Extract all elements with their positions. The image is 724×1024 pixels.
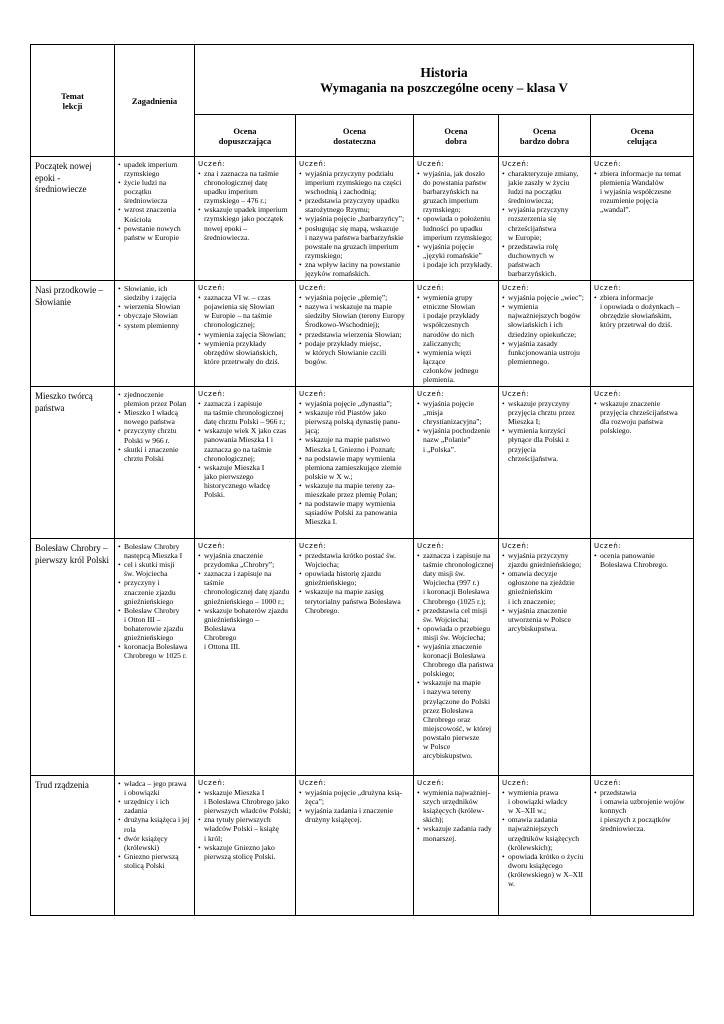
student-label: Uczeń: (198, 779, 226, 788)
lesson-topic: Nasi przodkowie – Słowianie (31, 281, 115, 387)
list-item: • wyjaśnia zadania i znaczenie drużyny książęcej. (299, 806, 410, 824)
grade-requirements (195, 281, 296, 387)
requirements-list (198, 169, 292, 242)
list-item: • wyjaśnia pojęcie „wiec”; (502, 293, 587, 302)
grade-requirements (296, 776, 414, 916)
requirements-list (299, 293, 410, 366)
issues-list (118, 160, 191, 242)
list-item: • wyjaśnia pochodzenie nazw „Polanie” i „Polska”. (417, 426, 495, 453)
lesson-topic: Trud rządzenia (31, 776, 115, 916)
grade-requirements (591, 281, 694, 387)
requirements-list (594, 788, 690, 833)
list-item: • urzędnicy i ich zadania (118, 797, 191, 815)
requirements-list (502, 788, 587, 888)
list-item: • przedstawia i omawia uzbrojenie wojów konnych i pieszych z początków średniowiecza. (594, 788, 690, 833)
requirements-list (198, 788, 292, 861)
requirements-list (594, 399, 690, 435)
requirements-list (299, 551, 410, 615)
list-item: • wskazuje Mieszka I jako pierwszego historycznego władcę Polski. (198, 463, 292, 499)
list-item: • zjednoczenie plemion przez Polan (118, 390, 191, 408)
list-item: • przedstawia cel misji św. Wojciecha; (417, 606, 495, 624)
header-grade-dostateczna: Ocena dostateczna (296, 115, 414, 157)
requirements-list (502, 551, 587, 633)
list-item: • omawia zadania najważniejszych urzędników książęcych (królewskich); (502, 815, 587, 851)
requirements-list (594, 169, 690, 214)
requirements-list (299, 788, 410, 824)
table-row (31, 539, 694, 776)
list-item: • wyjaśnia pojęcie „dynastia”; (299, 399, 410, 408)
student-label: Uczeń: (417, 390, 445, 399)
grade-requirements (499, 387, 591, 539)
requirements-list (198, 293, 292, 366)
list-item: • przedstawia rolę duchownych w państwach barbarzyńskich. (502, 242, 587, 278)
list-item: • zaznacza i zapisuje na taśmie chronologicznej datę zjazdu gnieźnieńskiego – 1000 r.; (198, 569, 292, 605)
grade-requirements (499, 157, 591, 281)
list-item: • przyczyny i znaczenie zjazdu gnieźnieńskiego (118, 578, 191, 605)
list-item: • dwór książęcy (królewski) (118, 834, 191, 852)
list-item: • Gniezno pierwszą stolicą Polski (118, 852, 191, 870)
lesson-issues (115, 776, 195, 916)
list-item: • wskazuje na mapie państwo Mieszka I, Gniezno i Poznań; (299, 435, 410, 453)
requirements-list (417, 169, 495, 269)
list-item: • wymienia najważniej- szych urzędników książęcych (królew- skich); (417, 788, 495, 824)
lesson-issues (115, 387, 195, 539)
list-item: • zna i zaznacza na taśmie chronologicznej datę upadku imperium rzymskiego – 476 r.; (198, 169, 292, 205)
lesson-issues (115, 281, 195, 387)
list-item: • wyjaśnia pojęcie „barbarzyńcy”; (299, 214, 410, 223)
list-item: • wyjaśnia znaczenie przydomka „Chrobry”; (198, 551, 292, 569)
grade-requirements (591, 539, 694, 776)
student-label: Uczeń: (594, 779, 622, 788)
requirements-list (198, 399, 292, 499)
requirements-list (594, 293, 690, 329)
issues-list (118, 779, 191, 870)
list-item: • na podstawie mapy wymienia sąsiadów Polski za panowania Mieszka I. (299, 499, 410, 526)
list-item: • wskazuje wiek X jako czas panowania Mieszka I i zaznacza go na taśmie chronologicznej; (198, 426, 292, 462)
grade-requirements (499, 776, 591, 916)
list-item: • wyjaśnia zasady funkcjonowania ustroju plemiennego. (502, 339, 587, 366)
list-item: • wyjaśnia pojęcie „języki romańskie” i podaje ich przykłady. (417, 242, 495, 269)
student-label: Uczeń: (198, 390, 226, 399)
list-item: • zna tytuły pierwszych władców Polski – książę i król; (198, 815, 292, 842)
list-item: • zaznacza VI w. – czas pojawienia się Słowian w Europie – na taśmie chronologicznej; (198, 293, 292, 329)
student-label: Uczeń: (594, 160, 622, 168)
list-item: • nazywa i wskazuje na mapie siedziby Słowian (tereny Europy Środkowo-Wschodniej); (299, 302, 410, 329)
list-item: • podaje przykłady miejsc, w których Słowianie czcili bogów. (299, 339, 410, 366)
requirements-list (299, 169, 410, 278)
list-item: • wymienia więzi łączące członków jednego plemienia. (417, 348, 495, 384)
list-item: • wymienia prawa i obowiązki władcy w X–XII w.; (502, 788, 587, 815)
requirements-list (198, 551, 292, 651)
student-label: Uczeń: (417, 779, 445, 788)
list-item: • wymienia przykłady obrzędów słowiańskich, które przetrwały do dziś. (198, 339, 292, 366)
list-item: • wskazuje znaczenie przyjęcia chrześcijaństwa dla rozwoju państwa polskiego. (594, 399, 690, 435)
grade-requirements (591, 387, 694, 539)
table-row (31, 281, 694, 387)
list-item: • wskazuje Mieszka I i Bolesława Chrobrego jako pierwszych władców Polski; (198, 788, 292, 815)
list-item: • wyjaśnia pojęcie „plemię”; (299, 293, 410, 302)
list-item: • upadek imperium rzymskiego (118, 160, 191, 178)
lesson-issues (115, 539, 195, 776)
grade-requirements (296, 387, 414, 539)
student-label: Uczeń: (198, 160, 226, 168)
list-item: • zbiera informacje i opowiada o dożynkach – obrzędzie słowiańskim, który przetrwał do dziś. (594, 293, 690, 329)
list-item: • władca – jego prawa i obowiązki (118, 779, 191, 797)
list-item: • wierzenia Słowian (118, 302, 191, 311)
list-item: • Bolesław Chrobry i Otton III – bohaterowie zjazdu gnieźnieńskiego (118, 606, 191, 642)
grade-requirements (195, 776, 296, 916)
list-item: • przedstawia krótko postać św. Wojciecha; (299, 551, 410, 569)
header-issues: Zagadnienia (115, 45, 195, 157)
list-item: • opowiada o położeniu ludności po upadku imperium rzymskiego; (417, 214, 495, 241)
list-item: • obyczaje Słowian (118, 311, 191, 320)
list-item: • skutki i znaczenie chrztu Polski (118, 445, 191, 463)
list-item: • przedstawia wierzenia Słowian; (299, 330, 410, 339)
requirements-list (299, 399, 410, 526)
student-label: Uczeń: (417, 542, 445, 551)
list-item: • wskazuje na mapie i nazywa tereny przyłączone do Polski przez Bolesława Chrobrego oraz miejscowość, w której powstało pierwsze w Polsce arcybiskupstwo. (417, 678, 495, 760)
requirements-list (417, 293, 495, 384)
list-item: • ocenia panowanie Bolesława Chrobrego. (594, 551, 690, 569)
student-label: Uczeń: (502, 160, 530, 168)
student-label: Uczeń: (502, 390, 530, 399)
list-item: • Mieszko I władcą nowego państwa (118, 408, 191, 426)
list-item: • omawia decyzje ogłoszone na zjeździe gnieźnieńskim i ich znaczenie; (502, 569, 587, 605)
list-item: • wyjaśnia przyczyny zjazdu gnieźnieńskiego; (502, 551, 587, 569)
list-item: • wyjaśnia przyczyny rozszerzenia się chrześcijaństwa w Europie; (502, 205, 587, 241)
table-row (31, 387, 694, 539)
grade-requirements (296, 157, 414, 281)
grade-requirements (414, 281, 499, 387)
list-item: • wymienia najważniejszych bogów słowiańskich i ich dziedziny opiekuńcze; (502, 302, 587, 338)
list-item: • wyjaśnia znaczenie utworzenia w Polsce arcybiskupstwa. (502, 606, 587, 633)
list-item: • posługując się mapą, wskazuje i nazywa państwa barbarzyńskie powstałe na gruzach imperium rzymskiego; (299, 224, 410, 260)
list-item: • wyjaśnia pojęcie „misja chrystianizacyjna”; (417, 399, 495, 426)
student-label: Uczeń: (502, 542, 530, 551)
student-label: Uczeń: (502, 779, 530, 788)
list-item: • wyjaśnia znaczenie koronacji Bolesława Chrobrego dla państwa polskiego; (417, 642, 495, 678)
grade-requirements (414, 776, 499, 916)
grade-requirements (414, 539, 499, 776)
lesson-issues (115, 157, 195, 281)
requirements-list (502, 399, 587, 463)
list-item: • zna wpływ łaciny na powstanie języków romańskich. (299, 260, 410, 278)
list-item: • wyjaśnia, jak doszło do powstania państw barbarzyńskich na gruzach imperium rzymskiego; (417, 169, 495, 214)
student-label: Uczeń: (417, 284, 445, 293)
list-item: • Bolesław Chrobry następcą Mieszka I (118, 542, 191, 560)
requirements-list (417, 399, 495, 454)
header-topic: Temat lekcji (31, 45, 115, 157)
list-item: • wymienia korzyści płynące dla Polski z przyjęcia chrześcijaństwa. (502, 426, 587, 462)
requirements-list (594, 551, 690, 569)
list-item: • charakteryzuje zmiany, jakie zaszły w życiu ludzi na początku średniowiecza; (502, 169, 587, 205)
table-row (31, 157, 694, 281)
list-item: • cel i skutki misji św. Wojciecha (118, 560, 191, 578)
grade-requirements (296, 539, 414, 776)
issues-list (118, 284, 191, 329)
header-grade-dopuszczajaca: Ocena dopuszczająca (195, 115, 296, 157)
list-item: • wskazuje Gniezno jako pierwszą stolicę Polski. (198, 843, 292, 861)
list-item: • wskazuje ród Piastów jako pierwszą polską dynastię panu- jącą; (299, 408, 410, 435)
lesson-topic: Mieszko twórcą państwa (31, 387, 115, 539)
issues-list (118, 542, 191, 660)
list-item: • na podstawie mapy wymienia plemiona zamieszkujące ziemie polskie w X w.; (299, 454, 410, 481)
issues-list (118, 390, 191, 463)
lesson-topic: Bolesław Chrobry – pierwszy król Polski (31, 539, 115, 776)
list-item: • przyczyny chrztu Polski w 966 r. (118, 426, 191, 444)
requirements-table (30, 44, 694, 916)
student-label: Uczeń: (299, 542, 327, 551)
list-item: • wskazuje na mapie tereny za- mieszkałe przez plemię Polan; (299, 481, 410, 499)
list-item: • wskazuje bohaterów zjazdu gnieźnieńskiego – Bolesława Chrobrego i Ottona III. (198, 606, 292, 651)
student-label: Uczeń: (417, 160, 445, 168)
student-label: Uczeń: (299, 160, 327, 168)
list-item: • wskazuje upadek imperium rzymskiego jako początek nowej epoki – średniowiecza. (198, 205, 292, 241)
list-item: • wskazuje zadania rady monarszej. (417, 824, 495, 842)
list-item: • wymienia grupy etniczne Słowian i podaje przykłady współczesnych narodów do nich zaliczanych; (417, 293, 495, 348)
list-item: • wzrost znaczenia Kościoła (118, 205, 191, 223)
list-item: • opowiada krótko o życiu dworu książęcego (królewskiego) w X–XII w. (502, 852, 587, 888)
list-item: • drużyna książęca i jej rola (118, 815, 191, 833)
grade-requirements (499, 281, 591, 387)
list-item: • życie ludzi na początku średniowiecza (118, 178, 191, 205)
grade-requirements (414, 157, 499, 281)
header-grade-celujaca: Ocena celująca (591, 115, 694, 157)
student-label: Uczeń: (299, 284, 327, 293)
student-label: Uczeń: (299, 390, 327, 399)
list-item: • zbiera informacje na temat plemienia Wandalów i wyjaśnia współczesne rozumienie pojęcia „wandal”. (594, 169, 690, 214)
list-item: • wymienia zajęcia Słowian; (198, 330, 292, 339)
lesson-topic: Początek nowej epoki - średniowiecze (31, 157, 115, 281)
student-label: Uczeń: (594, 284, 622, 293)
grade-requirements (296, 281, 414, 387)
grade-requirements (591, 776, 694, 916)
list-item: • koronacja Bolesława Chrobrego w 1025 r. (118, 642, 191, 660)
table-row (31, 776, 694, 916)
list-item: • wskazuje przyczyny przyjęcia chrztu przez Mieszka I; (502, 399, 587, 426)
grade-requirements (195, 157, 296, 281)
title-line-1: Historia (420, 64, 468, 80)
list-item: • system plemienny (118, 321, 191, 330)
list-item: • Słowianie, ich siedziby i zajęcia (118, 284, 191, 302)
list-item: • opowiada o przebiegu misji św. Wojciecha; (417, 624, 495, 642)
list-item: • zaznacza i zapisuje na taśmie chronologicznej daty misji św. Wojciecha (997 r.) i koronacji Bolesława Chrobrego (1025 r.); (417, 551, 495, 606)
student-label: Uczeń: (198, 284, 226, 293)
list-item: • wskazuje na mapie zasięg terytorialny państwa Bolesława Chrobrego. (299, 587, 410, 614)
requirements-list (417, 788, 495, 843)
student-label: Uczeń: (198, 542, 226, 551)
student-label: Uczeń: (594, 390, 622, 399)
requirements-list (502, 169, 587, 278)
document-title (195, 45, 694, 115)
list-item: • wyjaśnia pojęcie „drużyna ksią- żęca”; (299, 788, 410, 806)
list-item: • powstanie nowych państw w Europie (118, 224, 191, 242)
requirements-list (502, 293, 587, 366)
grade-requirements (499, 539, 591, 776)
list-item: • wyjaśnia przyczyny podziału imperium rzymskiego na części wschodnią i zachodnią; (299, 169, 410, 196)
list-item: • przedstawia przyczyny upadku starożytnego Rzymu; (299, 196, 410, 214)
grade-requirements (195, 387, 296, 539)
header-grade-bardzo-dobra: Ocena bardzo dobra (499, 115, 591, 157)
header-grade-dobra: Ocena dobra (414, 115, 499, 157)
grade-requirements (414, 387, 499, 539)
grade-requirements (591, 157, 694, 281)
student-label: Uczeń: (594, 542, 622, 551)
student-label: Uczeń: (299, 779, 327, 788)
title-line-2: Wymagania na poszczególne oceny – klasa V (320, 79, 568, 95)
student-label: Uczeń: (502, 284, 530, 293)
grade-requirements (195, 539, 296, 776)
list-item: • zaznacza i zapisuje na taśmie chronologicznej datę chrztu Polski – 966 r.; (198, 399, 292, 426)
requirements-list (417, 551, 495, 760)
list-item: • opowiada historię zjazdu gnieźnieńskiego; (299, 569, 410, 587)
